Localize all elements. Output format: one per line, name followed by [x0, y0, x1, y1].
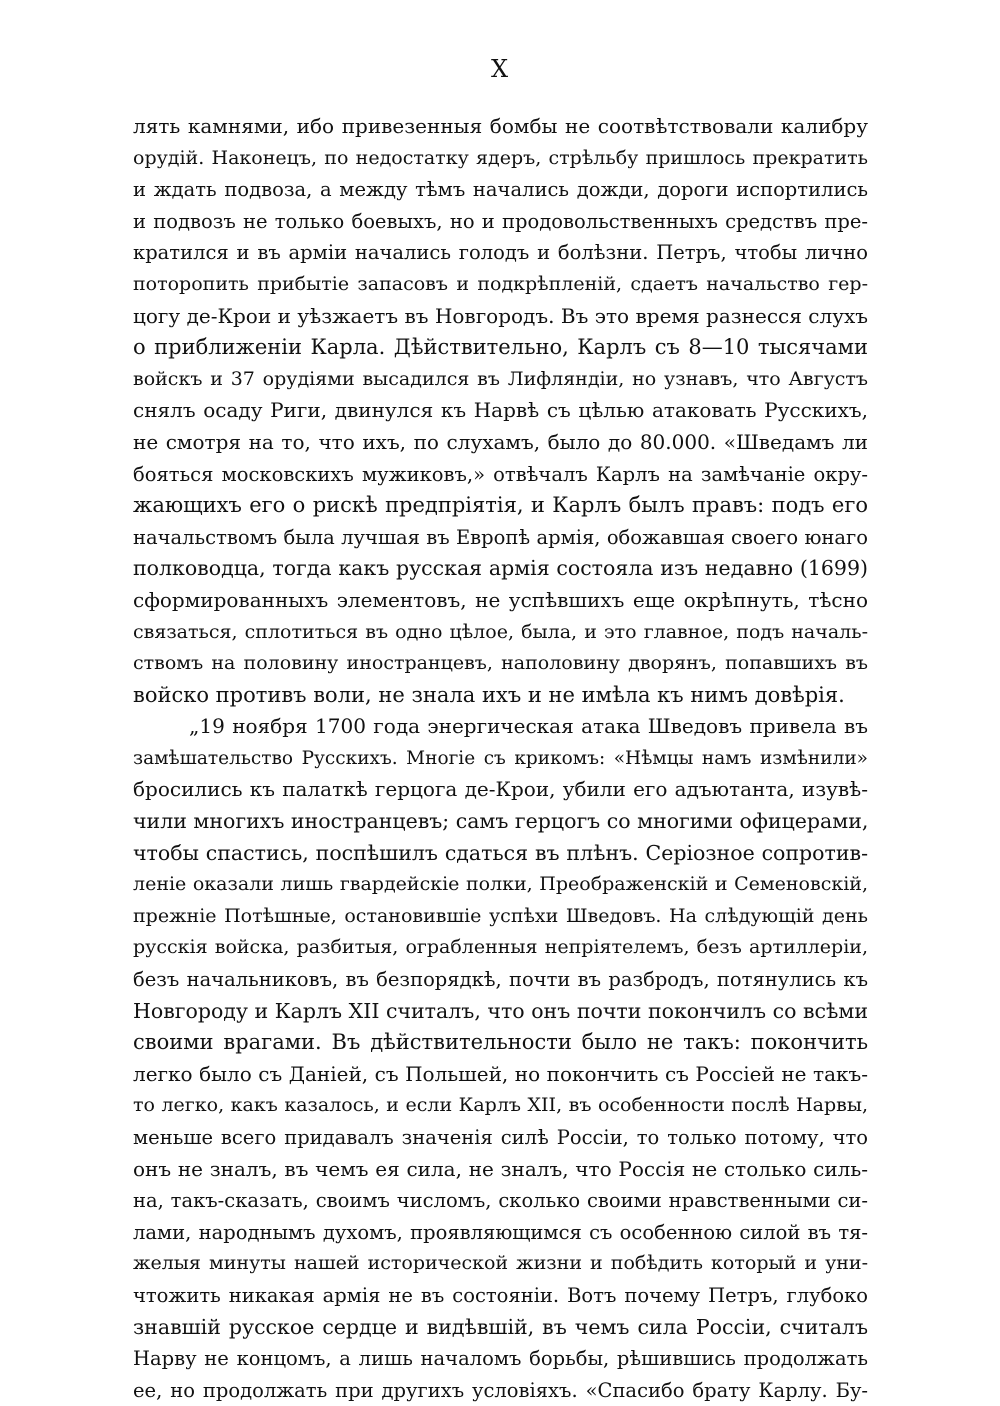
text-line: полководца, тогда какъ русская армія состояла изъ недавно (1699)	[133, 556, 868, 581]
text-line: знавшій русское сердце и видѣвшій, въ чемъ сила Россіи, считалъ	[133, 1314, 868, 1339]
text-line: ствомъ на половину иностранцевъ, наполовину дворянъ, попавшихъ въ	[133, 652, 868, 675]
text-line: жающихъ его о рискѣ предпріятія, и Карлъ былъ правъ: подъ его	[133, 493, 868, 518]
text-line: не смотря на то, что ихъ, по слухамъ, было до 80.000. «Шведамъ ли	[133, 429, 868, 454]
text-line: легко было съ Даніей, съ Польшей, но покончить съ Россіей не такъ-	[133, 1061, 868, 1086]
text-line: цогу де-Крои и уѣзжаетъ въ Новгородъ. Въ это время разнесся слухъ	[133, 303, 868, 328]
text-line: кратился и въ арміи начались голодъ и болѣзни. Петръ, чтобы лично	[133, 241, 868, 265]
text-line: поторопить прибытіе запасовъ и подкрѣпленій, сдаетъ начальство гер-	[133, 272, 868, 295]
text-line: безъ начальниковъ, въ безпорядкѣ, почти въ разбродъ, потянулись къ	[133, 968, 868, 992]
text-line: бояться московскихъ мужиковъ,» отвѣчалъ Карлъ на замѣчаніе окру-	[133, 462, 868, 486]
text-line: Нарву не концомъ, а лишь началомъ борьбы, рѣшившись продолжать	[133, 1347, 868, 1371]
text-line: сформированныхъ элементовъ, не успѣвшихъ еще окрѣпнуть, тѣсно	[133, 587, 868, 612]
text-line: желыя минуты нашей исторической жизни и побѣдить который и уни-	[133, 1252, 868, 1275]
text-line: то легко, какъ казалось, и если Карлъ XII, въ особенности послѣ Нарвы,	[133, 1094, 868, 1117]
text-line: русскія войска, разбитыя, ограбленныя непріятелемъ, безъ артиллеріи,	[133, 936, 868, 959]
text-line: бросились къ палаткѣ герцога де-Крои, убили его адъютанта, изувѣ-	[133, 777, 868, 802]
text-line: замѣшательство Русскихъ. Многіе съ крикомъ: «Нѣмцы намъ измѣнили»	[133, 747, 868, 769]
text-line: чили многихъ иностранцевъ; самъ герцогъ со многими офицерами,	[133, 809, 869, 834]
text-line: на, такъ-сказать, своимъ числомъ, сколько своими нравственными си-	[133, 1189, 868, 1213]
text-line: лять камнями, ибо привезенныя бомбы не соотвѣтствовали калибру	[133, 114, 868, 138]
text-line: Новгороду и Карлъ XII считалъ, что онъ почти покончилъ со всѣми	[133, 998, 868, 1023]
text-line: лами, народнымъ духомъ, проявляющимся съ особенною силой въ тя-	[133, 1220, 868, 1244]
text-line: о приближеніи Карла. Дѣйствительно, Карлъ съ 8—10 тысячами	[133, 335, 868, 360]
text-line: и подвозъ не только боевыхъ, но и продовольственныхъ средствъ пре-	[133, 209, 868, 233]
text-line: онъ не зналъ, въ чемъ ея сила, не зналъ, что Россія не столько силь-	[133, 1156, 868, 1181]
text-line: войско противъ воли, не знала ихъ и не имѣла къ нимъ довѣрія.	[133, 682, 845, 707]
text-line: чтобы спастись, поспѣшилъ сдаться въ плѣнъ. Серіозное сопротив-	[133, 840, 868, 865]
text-line: орудій. Наконецъ, по недостатку ядеръ, стрѣльбу пришлось прекратить	[133, 146, 868, 169]
text-line: связаться, сплотиться въ одно цѣлое, была, и это главное, подъ началь-	[133, 620, 868, 643]
text-line: своими врагами. Въ дѣйствительности было не такъ: покончить	[133, 1030, 868, 1055]
text-line: леніе оказали лишь гвардейскіе полки, Преображенскій и Семеновскій,	[133, 873, 868, 896]
page-number: X	[490, 55, 510, 83]
text-line: „19 ноября 1700 года энергическая атака Шведовъ привела въ	[189, 714, 868, 739]
body-text	[133, 111, 868, 1406]
text-line: ее, но продолжать при другихъ условіяхъ. «Спасибо брату Карлу. Бу-	[133, 1378, 868, 1402]
text-line: чтожить никакая армія не въ состояніи. Вотъ почему Петръ, глубоко	[133, 1283, 868, 1307]
text-line: снялъ осаду Риги, двинулся къ Нарвѣ съ цѣлью атаковать Русскихъ,	[133, 398, 868, 423]
text-line: и ждать подвоза, а между тѣмъ начались дожди, дороги испортились	[133, 178, 868, 202]
text-line: войскъ и 37 орудіями высадился въ Лифляндіи, но узнавъ, что Августъ	[133, 367, 868, 390]
text-line: прежніе Потѣшные, остановившіе успѣхи Шведовъ. На слѣдующій день	[133, 904, 868, 927]
text-line: меньше всего придавалъ значенія силѣ Россіи, то только потому, что	[133, 1126, 868, 1149]
text-line: начальствомъ была лучшая въ Европѣ армія, обожавшая своего юнаго	[133, 525, 868, 549]
paragraph	[133, 111, 868, 711]
paragraph	[133, 711, 868, 1406]
